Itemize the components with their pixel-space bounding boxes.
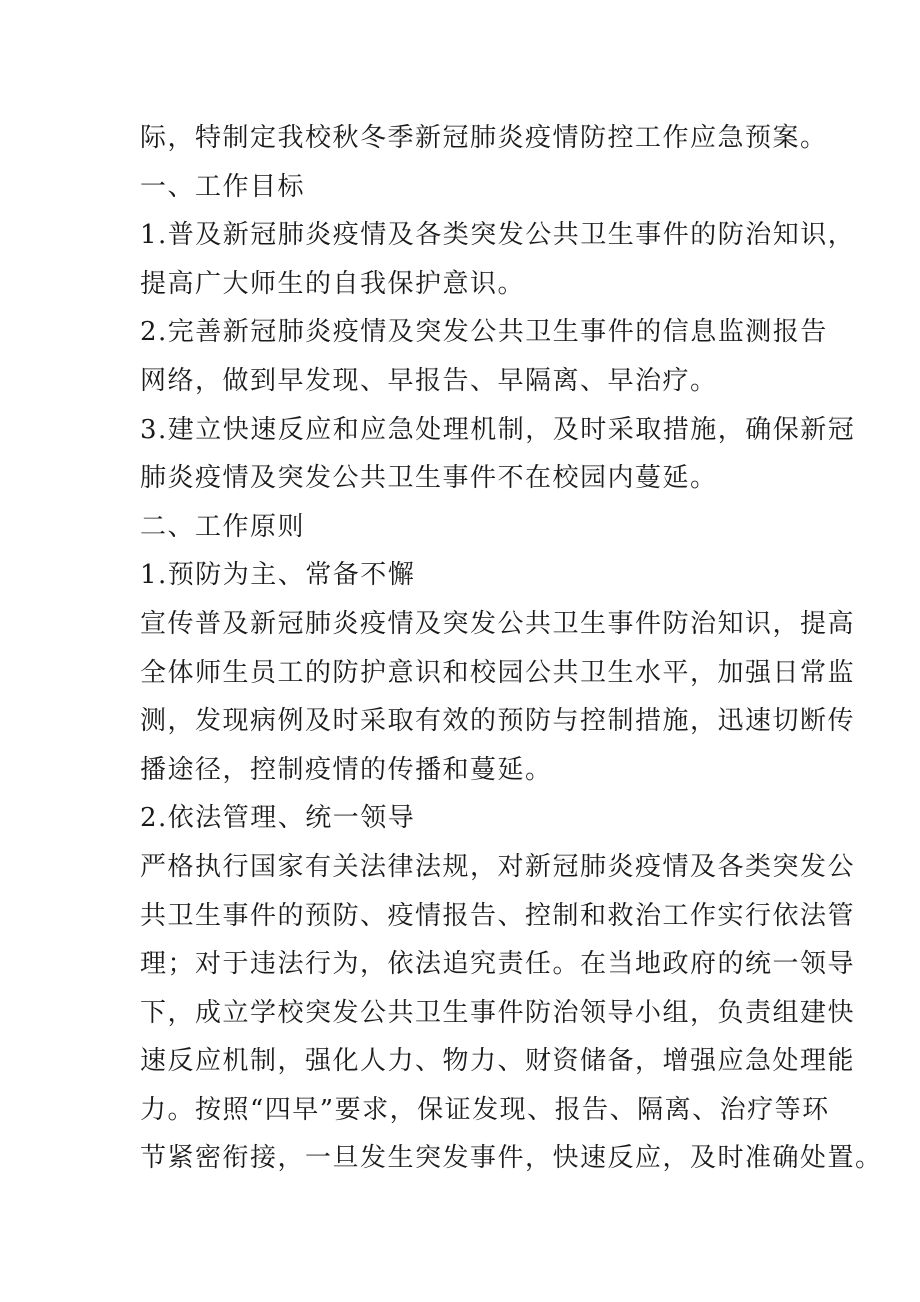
subsection-heading: 1.预防为主、常备不懈 [140, 560, 416, 591]
text-line: 3.建立快速反应和应急处理机制，及时采取措施，确保新冠 [140, 414, 856, 445]
document-body [140, 114, 883, 1183]
text-line: 全体师生员工的防护意识和校园公共卫生水平，加强日常监 [140, 657, 856, 688]
text-line: 共卫生事件的预防、疫情报告、控制和救治工作实行依法管 [140, 900, 856, 931]
text-line: 网络，做到早发现、早报告、早隔离、早治疗。 [140, 365, 718, 396]
section-heading: 二、工作原则 [140, 511, 306, 542]
text-line: 理；对于违法行为，依法追究责任。在当地政府的统一领导 [140, 949, 856, 980]
text-line: 1.普及新冠肺炎疫情及各类突发公共卫生事件的防治知识， [140, 220, 856, 251]
text-line: 肺炎疫情及突发公共卫生事件不在校园内蔓延。 [140, 463, 718, 494]
subsection-heading: 2.依法管理、统一领导 [140, 803, 416, 834]
text-line: 节紧密衔接，一旦发生突发事件，快速反应，及时准确处置。 [140, 1143, 883, 1174]
section-heading: 一、工作目标 [140, 171, 306, 202]
text-line: 际，特制定我校秋冬季新冠肺炎疫情防控工作应急预案。 [140, 123, 828, 153]
text-line: 严格执行国家有关法律法规，对新冠肺炎疫情及各类突发公 [140, 851, 856, 882]
text-line: 下，成立学校突发公共卫生事件防治领导小组，负责组建快 [140, 997, 856, 1028]
text-line: 测，发现病例及时采取有效的预防与控制措施，迅速切断传 [140, 706, 856, 737]
text-line: 宣传普及新冠肺炎疫情及突发公共卫生事件防治知识，提高 [140, 608, 856, 639]
text-line: 速反应机制，强化人力、物力、财资储备，增强应急处理能 [140, 1046, 856, 1077]
text-line: 2.完善新冠肺炎疫情及突发公共卫生事件的信息监测报告 [140, 317, 828, 348]
text-line: 提高广大师生的自我保护意识。 [140, 268, 526, 299]
text-line: 力。按照“四早”要求，保证发现、报告、隔离、治疗等环 [140, 1094, 830, 1125]
text-line: 播途径，控制疫情的传播和蔓延。 [140, 754, 553, 785]
